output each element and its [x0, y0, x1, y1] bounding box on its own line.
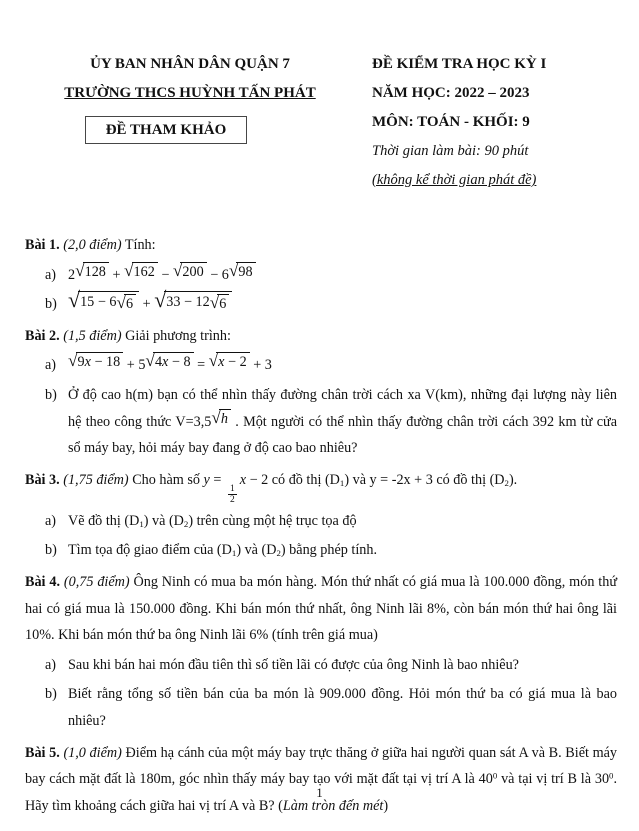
text-run: + 5 [123, 357, 146, 374]
item-text [68, 508, 617, 535]
subscript: 1 [339, 477, 345, 488]
text-run: − 18 [90, 354, 121, 371]
item-label: a) [45, 656, 57, 673]
text-run: Điểm hạ cánh của một máy bay trực thăng ở giữa hai người quan sát A và B. Biết máy bay cách mặt đất là 180m, góc nhìn thấy máy bay tạo với mặt đất tại vị trí A là 40 [25, 744, 618, 788]
page-number: 1 [316, 785, 323, 800]
sqrt-expression [116, 294, 136, 313]
exam-box-wrap [25, 116, 307, 144]
radicand [216, 352, 250, 371]
text-run: ) và (D [236, 542, 277, 559]
text-run: + [139, 296, 155, 313]
text-run: 9 [77, 354, 85, 371]
text-run: ) bằng phép tính. [280, 542, 378, 559]
authority-line: ỦY BAN NHÂN DÂN QUẬN 7 [90, 56, 290, 72]
fraction-denominator: 2 [229, 494, 235, 505]
radical-sign: √ [209, 293, 220, 313]
text-run: Tìm tọa độ giao điểm của (D [68, 542, 232, 559]
list-item [25, 537, 617, 564]
sqrt-expression [68, 352, 123, 379]
text-run: Bài 5. [25, 744, 64, 761]
sqrt-expression [75, 262, 109, 289]
text-run: Biết rằng tổng số tiền bán của ba món là 909.000 đồng. Hỏi món thứ ba có giá mua là bao nhiêu? [68, 686, 617, 729]
radical-sign: √ [68, 287, 81, 313]
radicand [83, 262, 109, 281]
sqrt-expression [145, 352, 193, 379]
item-text [68, 262, 617, 289]
document-body [25, 232, 617, 819]
fraction-numerator: 1 [229, 483, 235, 494]
radical-sign: √ [75, 260, 85, 280]
header-right-block [355, 54, 617, 199]
school-year: NĂM HỌC: 2022 – 2023 [372, 85, 530, 101]
text-run: − [157, 266, 173, 283]
text-run: 15 − 6 [80, 294, 117, 311]
section-heading [25, 232, 617, 259]
duration-line: Thời gian làm bài: 90 phút [372, 143, 529, 159]
text-run: 98 [238, 263, 253, 280]
subject-grade: MÔN: TOÁN - KHỐI: 9 [372, 114, 530, 130]
item-label: a) [45, 512, 57, 529]
text-run: Sau khi bán hai món đầu tiên thì số tiền lãi có được của ông Ninh là bao nhiêu? [68, 656, 519, 673]
text-run: − 6 [206, 266, 229, 283]
text-run: Cho hàm số [128, 471, 204, 488]
text-run: 33 − 12 [166, 294, 210, 311]
text-run: (1,5 điểm) [63, 327, 122, 344]
sqrt-expression [68, 287, 139, 318]
item-label: a) [45, 266, 57, 283]
subscript: 2 [183, 518, 189, 529]
text-run: Ông Ninh có mua ba món hàng. Món thứ nhất có giá mua là 100.000 đồng, món thứ hai có giá mua là 150.000 đồng. Khi bán món thứ nhất, ông Ninh lãi 8%, còn bán món thứ hai ông lãi 10%. Khi bán món thứ ba ông Ninh lãi 6% (tính trên giá mua) [25, 573, 618, 644]
text-run: Bài 4. [25, 573, 64, 590]
item-label: b) [45, 296, 57, 313]
radical-sign: √ [145, 351, 155, 371]
radical-sign: √ [172, 260, 183, 280]
text-run: (2,0 điểm) [63, 237, 122, 253]
text-run: h [220, 410, 228, 427]
section-heading [25, 467, 617, 505]
text-run: 162 [133, 263, 155, 280]
duration-note: (không kể thời gian phát đề) [372, 172, 537, 188]
text-run: + [108, 266, 124, 283]
text-run: Bài 3. [25, 471, 64, 488]
radicand [236, 262, 255, 281]
text-run: = [209, 471, 225, 488]
text-run: x [84, 354, 91, 371]
text-run: x [218, 354, 225, 371]
text-run: . Một người có thể nhìn thấy đường chân trời cách 392 km từ cửa sổ máy bay, hỏi máy bay đang ở độ cao bao nhiêu? [68, 413, 617, 457]
item-label: b) [45, 542, 57, 559]
list-item [25, 382, 617, 462]
text-run: Vẽ đồ thị (D [68, 512, 140, 529]
radicand [76, 352, 124, 371]
item-text [68, 352, 617, 379]
text-run: x [239, 471, 247, 488]
radical-sign: √ [68, 351, 78, 371]
text-run: (1,75 điểm) [63, 471, 129, 488]
text-run: ) và y = -2x + 3 có đồ thị (D [344, 471, 505, 488]
text-run: + 3 [249, 357, 272, 374]
header-left-block [25, 54, 355, 144]
radicand [180, 262, 206, 281]
item-label: b) [45, 686, 57, 703]
text-run: − 2 [224, 354, 247, 371]
radical-sign: √ [228, 260, 239, 280]
school-name: TRƯỜNG THCS HUỲNH TẤN PHÁT [64, 85, 316, 101]
sqrt-expression [124, 262, 158, 289]
sqrt-expression [154, 287, 232, 318]
radicand [153, 352, 194, 371]
exam-type-box: ĐỀ THAM KHẢO [85, 116, 248, 144]
item-label: a) [45, 357, 57, 374]
radical-sign: √ [116, 293, 126, 313]
text-run: − 8 [168, 354, 191, 371]
superscript: 0 [609, 770, 614, 781]
text-run: 2 [68, 266, 76, 283]
text-run: Tính: [121, 237, 156, 253]
radicand [164, 291, 232, 313]
list-item [25, 652, 617, 679]
exam-title: ĐỀ KIỂM TRA HỌC KỲ I [372, 56, 547, 72]
text-run: (0,75 điểm) [63, 573, 130, 590]
radical-sign: √ [211, 407, 221, 427]
section-heading [25, 323, 617, 350]
text-run: Giải phương trình: [121, 327, 231, 344]
list-item [25, 352, 617, 379]
text-run: 200 [182, 263, 204, 280]
subscript: 2 [504, 477, 509, 488]
item-text [68, 652, 617, 679]
text-run: ) trên cùng một hệ trục tọa độ [188, 512, 357, 529]
item-text [68, 537, 617, 564]
text-run: Ở độ cao h(m) bạn có thể nhìn thấy đường chân trời cách xa V(km), những đại lượng này liên hệ theo công thức V=3,5 [68, 386, 617, 430]
radical-sign: √ [154, 287, 167, 313]
text-run: ) [383, 797, 389, 814]
subscript: 2 [276, 548, 281, 559]
sqrt-expression [229, 262, 256, 289]
radical-sign: √ [124, 260, 134, 280]
item-text [68, 287, 617, 318]
text-run: Làm tròn đến mét [282, 797, 384, 814]
radicand [78, 291, 139, 313]
sqrt-expression [209, 352, 250, 379]
fraction [228, 484, 237, 505]
list-item [25, 508, 617, 535]
subscript: 1 [231, 548, 237, 559]
sqrt-expression [173, 262, 207, 289]
text-run: Bài 2. [25, 327, 64, 344]
radical-sign: √ [208, 351, 219, 371]
text-run: ). [508, 471, 518, 488]
item-text [68, 382, 617, 462]
text-run: y [203, 471, 210, 488]
superscript: 0 [492, 770, 498, 781]
text-run: 128 [84, 263, 106, 280]
paragraph [25, 740, 617, 820]
item-text [68, 681, 617, 734]
list-item [25, 287, 617, 318]
item-label: b) [45, 386, 57, 403]
text-run: − 2 có đồ thị (D [246, 471, 340, 488]
sqrt-expression [210, 294, 230, 313]
text-run: Bài 1. [25, 237, 64, 253]
text-run: và tại vị trí B là 30 [497, 771, 610, 788]
text-run: x [162, 354, 169, 371]
text-run: 6 [125, 296, 134, 313]
text-run: = [193, 357, 209, 374]
subscript: 1 [139, 518, 144, 529]
text-run: ) và (D [143, 512, 184, 529]
page-header [25, 54, 617, 199]
sqrt-expression [211, 409, 231, 436]
text-run: 6 [219, 296, 227, 313]
list-item [25, 681, 617, 734]
paragraph [25, 569, 617, 649]
text-run: (1,0 điểm) [63, 744, 122, 761]
list-item [25, 262, 617, 289]
text-run: . Hãy tìm khoảng cách giữa hai vị trí A và B? ( [25, 771, 617, 814]
text-run: 4 [154, 354, 163, 371]
radicand [132, 262, 158, 281]
